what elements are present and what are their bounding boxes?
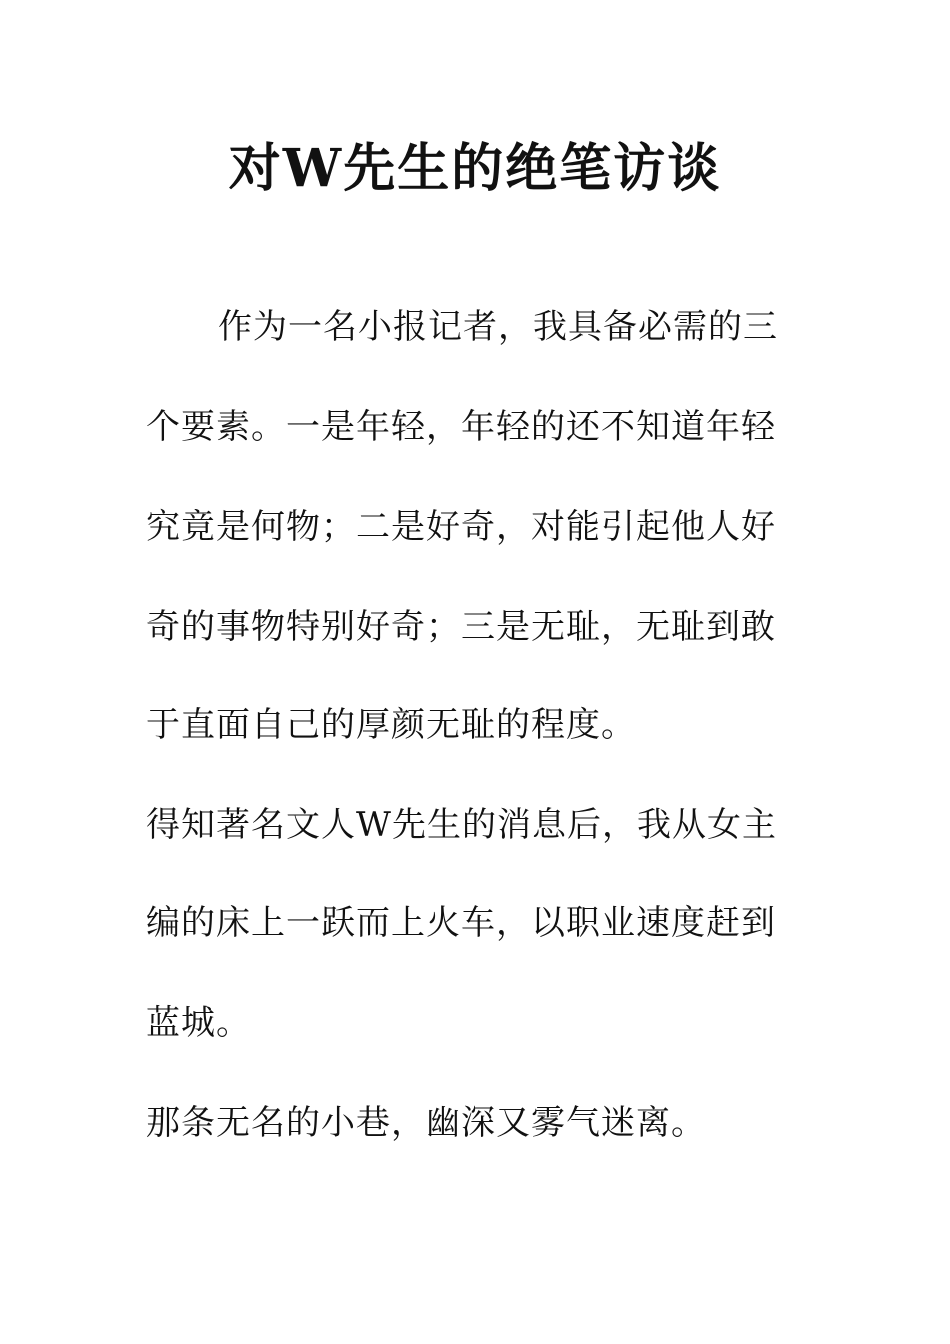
paragraph-line: 于直面自己的厚颜无耻的程度。 xyxy=(146,705,636,745)
paragraph-line: 编的床上一跃而上火车，以职业速度赶到 xyxy=(146,903,776,943)
paragraph-line: 作为一名小报记者，我具备必需的三 xyxy=(218,307,778,347)
paragraph-line: 那条无名的小巷，幽深又雾气迷离。 xyxy=(146,1103,706,1143)
paragraph-line: 得知著名文人W先生的消息后，我从女主 xyxy=(146,805,777,845)
document-title: 对W先生的绝笔访谈 xyxy=(228,138,722,199)
paragraph-line: 蓝城。 xyxy=(146,1003,251,1043)
paragraph-line: 奇的事物特别好奇；三是无耻，无耻到敢 xyxy=(146,607,776,647)
paragraph-line: 个要素。一是年轻，年轻的还不知道年轻 xyxy=(146,407,776,447)
paragraph-line: 究竟是何物；二是好奇，对能引起他人好 xyxy=(146,507,776,547)
